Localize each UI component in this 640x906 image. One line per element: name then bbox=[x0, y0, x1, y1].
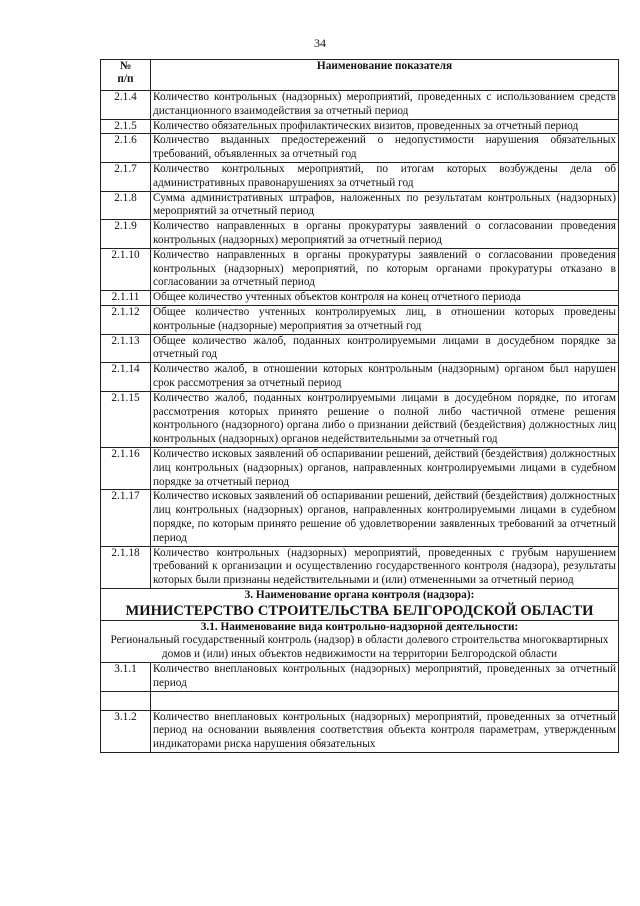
row-text: Количество контрольных (надзорных) мероприятий, проведенных с использованием средств дистанционного взаимодействия за отчетный период bbox=[151, 91, 619, 120]
row-text: Количество выданных предостережений о недопустимости нарушения обязательных требований, объявленных за отчетный год bbox=[151, 134, 619, 163]
subsection-description: Региональный государственный контроль (надзор) в области долевого строительства многоквартирных домов и (или) иных объектов недвижимости на территории Белгородской области bbox=[110, 634, 609, 661]
row-text: Количество внеплановых контрольных (надзорных) мероприятий, проведенных за отчетный период на основании выявления соответствия объекта контроля параметрам, утвержденным индикаторами риска нарушения обязательных bbox=[151, 710, 619, 752]
row-text: Общее количество учтенных объектов контроля на конец отчетного периода bbox=[151, 291, 619, 306]
row-text: Количество контрольных мероприятий, по итогам которых возбуждены дела об административных правонарушениях за отчетный год bbox=[151, 162, 619, 191]
header-name-column: Наименование показателя bbox=[151, 60, 619, 91]
row-number: 3.1.2 bbox=[101, 710, 151, 752]
row-number: 2.1.14 bbox=[101, 363, 151, 392]
row-number: 2.1.9 bbox=[101, 220, 151, 249]
row-text: Количество обязательных профилактических визитов, проведенных за отчетный период bbox=[151, 119, 619, 134]
row-number: 2.1.12 bbox=[101, 305, 151, 334]
row-number: 2.1.17 bbox=[101, 490, 151, 546]
row-number: 2.1.10 bbox=[101, 248, 151, 290]
row-number: 2.1.6 bbox=[101, 134, 151, 163]
section-heading-row bbox=[101, 588, 619, 620]
row-number: 2.1.7 bbox=[101, 162, 151, 191]
table-row bbox=[101, 391, 619, 447]
table-row bbox=[101, 248, 619, 290]
row-text: Общее количество учтенных контролируемых лиц, в отношении которых проведены контрольные (надзорные) мероприятия за отчетный год bbox=[151, 305, 619, 334]
row-text: Количество внеплановых контрольных (надзорных) мероприятий, проведенных за отчетный период bbox=[151, 663, 619, 692]
table-row bbox=[101, 291, 619, 306]
row-text: Количество жалоб, в отношении которых контрольным (надзорным) органом был нарушен срок рассмотрения за отчетный период bbox=[151, 363, 619, 392]
row-number: 2.1.18 bbox=[101, 546, 151, 588]
row-number: 2.1.8 bbox=[101, 191, 151, 220]
subsection-heading-row bbox=[101, 620, 619, 662]
subsection-heading bbox=[101, 620, 619, 662]
blank-cell bbox=[151, 691, 619, 710]
ministry-name: МИНИСТЕРСТВО СТРОИТЕЛЬСТВА БЕЛГОРОДСКОЙ ОБЛАСТИ bbox=[125, 602, 594, 619]
table-row bbox=[101, 447, 619, 489]
table-row bbox=[101, 490, 619, 546]
table-row bbox=[101, 134, 619, 163]
table-row bbox=[101, 663, 619, 692]
blank-row bbox=[101, 691, 619, 710]
blank-cell bbox=[101, 691, 151, 710]
table-row bbox=[101, 710, 619, 752]
row-text: Количество жалоб, поданных контролируемыми лицами в досудебном порядке, по итогам рассмотрения которых принято решение о полной либо частичной отмене решения контрольного (надзорного) органа либо о признании действий (бездействия) должностных лиц контрольных (надзорных) органов недействительными за отчетный год bbox=[151, 391, 619, 447]
header-number-column: № п/п bbox=[101, 60, 151, 91]
row-text: Количество направленных в органы прокуратуры заявлений о согласовании проведения контрольных (надзорных) мероприятий за отчетный период bbox=[151, 220, 619, 249]
row-text: Количество исковых заявлений об оспаривании решений, действий (бездействия) должностных лиц контрольных (надзорных) органов, направленных контролируемыми лицами в судебном порядке, по которым принято решение об удовлетворении заявленных требований за отчетный период bbox=[151, 490, 619, 546]
indicators-table bbox=[100, 59, 619, 753]
table-row bbox=[101, 220, 619, 249]
row-text: Сумма административных штрафов, наложенных по результатам контрольных (надзорных) мероприятий за отчетный период bbox=[151, 191, 619, 220]
section-label: 3. Наименование органа контроля (надзора): bbox=[244, 588, 475, 601]
page-number: 34 bbox=[314, 36, 326, 50]
table-row bbox=[101, 363, 619, 392]
row-number: 2.1.16 bbox=[101, 447, 151, 489]
row-number: 2.1.15 bbox=[101, 391, 151, 447]
table-row bbox=[101, 305, 619, 334]
row-number: 2.1.13 bbox=[101, 334, 151, 363]
table-header-row bbox=[101, 60, 619, 91]
row-number: 2.1.4 bbox=[101, 91, 151, 120]
table-row bbox=[101, 334, 619, 363]
row-number: 2.1.5 bbox=[101, 119, 151, 134]
table-row bbox=[101, 191, 619, 220]
table-row bbox=[101, 119, 619, 134]
row-text: Количество направленных в органы прокуратуры заявлений о согласовании проведения контрольных (надзорных) мероприятий, по которым органами прокуратуры отказано в согласовании за отчетный период bbox=[151, 248, 619, 290]
subsection-label: 3.1. Наименование вида контрольно-надзорной деятельности: bbox=[200, 620, 519, 633]
table-row bbox=[101, 162, 619, 191]
section-heading bbox=[101, 588, 619, 620]
row-text: Количество контрольных (надзорных) мероприятий, проведенных с грубым нарушением требований к организации и осуществлению государственного контроля (надзора), результаты которых были признаны недействительными и (или) отмененными за отчетный период bbox=[151, 546, 619, 588]
row-text: Общее количество жалоб, поданных контролируемыми лицами в досудебном порядке за отчетный год bbox=[151, 334, 619, 363]
table-row bbox=[101, 91, 619, 120]
table-row bbox=[101, 546, 619, 588]
row-text: Количество исковых заявлений об оспаривании решений, действий (бездействия) должностных лиц контрольных (надзорных) органов, направленных контролируемыми лицами в судебном порядке за отчетный период bbox=[151, 447, 619, 489]
row-number: 3.1.1 bbox=[101, 663, 151, 692]
row-number: 2.1.11 bbox=[101, 291, 151, 306]
